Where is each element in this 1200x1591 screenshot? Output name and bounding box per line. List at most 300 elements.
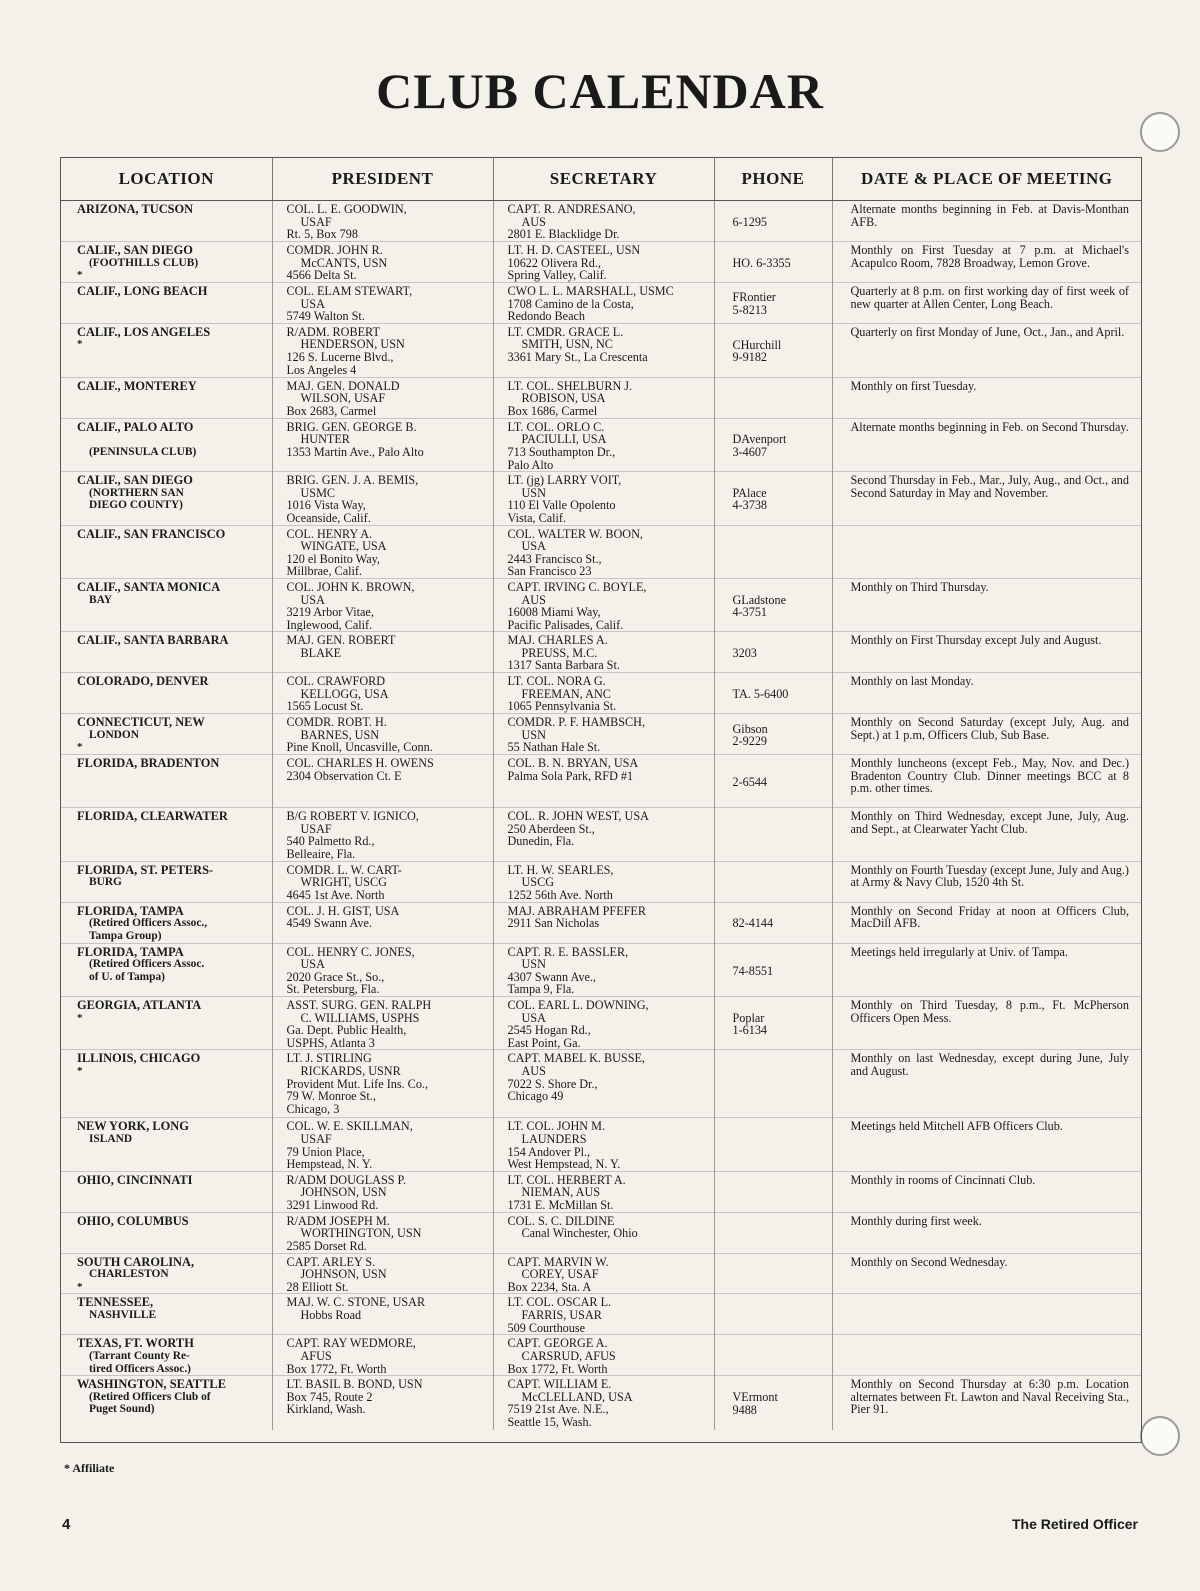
president-line: USAF xyxy=(300,1132,332,1146)
location-line: NEW YORK, LONG xyxy=(77,1119,189,1134)
phone-line: 9-9182 xyxy=(732,350,768,365)
secretary-cell xyxy=(493,242,714,283)
phone-line: PAlace xyxy=(732,485,767,500)
secretary-cell xyxy=(493,1171,714,1212)
affiliate-mark: * xyxy=(77,1280,83,1293)
meeting-cell: Monthly on First Tuesday at 7 p.m. at Michael's Acapulco Room, 7828 Broadway, Lemon Grove. xyxy=(832,242,1141,283)
table-row xyxy=(61,1376,1141,1430)
location-line: FLORIDA, TAMPA xyxy=(77,944,184,959)
meeting-cell: Monthly on Second Saturday (except July, Aug. and Sept.) at 1 p.m, Officers Club, Sub Base. xyxy=(832,714,1141,755)
table-row xyxy=(61,673,1141,714)
phone-line: 1-6134 xyxy=(732,1023,768,1038)
secretary-line: COL. S. C. DILDINE xyxy=(507,1213,615,1228)
secretary-line: Chicago 49 xyxy=(507,1089,564,1104)
page-title: CLUB CALENDAR xyxy=(376,63,824,119)
president-cell xyxy=(272,902,493,943)
president-cell xyxy=(272,1335,493,1376)
phone-cell xyxy=(714,997,832,1050)
meeting-cell xyxy=(832,1335,1141,1376)
table-row xyxy=(61,943,1141,996)
phone-cell xyxy=(714,377,832,418)
phone-cell xyxy=(714,201,832,242)
president-line: WINGATE, USA xyxy=(300,539,387,554)
location-cell xyxy=(61,1253,272,1294)
location-line: CHARLESTON xyxy=(89,1268,169,1281)
phone-cell xyxy=(714,1294,832,1335)
secretary-line: 1252 56th Ave. North xyxy=(507,887,613,902)
table-row xyxy=(61,323,1141,377)
secretary-line: 4307 Swann Ave., xyxy=(507,969,596,984)
secretary-line: AUS xyxy=(521,592,546,607)
location-cell xyxy=(61,1376,272,1430)
location-line: CALIF., LOS ANGELES xyxy=(77,324,211,339)
location-line: Tampa Group) xyxy=(89,929,162,942)
location-line: (Tarrant County Re- xyxy=(89,1349,190,1362)
column-header-president: PRESIDENT xyxy=(272,158,493,201)
table-body xyxy=(61,201,1141,1430)
location-line: LONDON xyxy=(89,728,139,741)
location-line: BURG xyxy=(89,876,122,889)
president-cell xyxy=(272,1376,493,1430)
phone-cell xyxy=(714,1171,832,1212)
secretary-line: CAPT. R. ANDRESANO, xyxy=(507,202,636,216)
table-row xyxy=(61,472,1141,525)
president-line: 126 S. Lucerne Blvd., xyxy=(286,349,394,364)
publication-name: The Retired Officer xyxy=(1011,1516,1138,1532)
location-cell xyxy=(61,472,272,525)
affiliate-mark: * xyxy=(77,1065,83,1077)
president-line: COL. J. H. GIST, USA xyxy=(286,903,400,918)
president-cell xyxy=(272,1294,493,1335)
president-line: BRIG. GEN. GEORGE B. xyxy=(286,419,417,434)
meeting-cell: Monthly luncheons (except Feb., May, Nov. and Dec.) Bradenton Country Club. Dinner meetings BCC at 8 p.m. other times. xyxy=(832,755,1141,808)
secretary-cell xyxy=(493,632,714,673)
secretary-cell xyxy=(493,755,714,808)
location-cell xyxy=(61,323,272,377)
president-cell xyxy=(272,1118,493,1171)
secretary-line: LT. H. D. CASTEEL, USN xyxy=(507,243,641,257)
secretary-line: LT. COL. NORA G. xyxy=(507,674,606,689)
president-line: Ga. Dept. Public Health, xyxy=(286,1023,407,1038)
location-cell xyxy=(61,1212,272,1253)
phone-line: 5-8213 xyxy=(732,302,768,317)
president-line: McCANTS, USN xyxy=(300,255,388,270)
secretary-cell xyxy=(493,201,714,242)
location-line: CALIF., MONTEREY xyxy=(77,378,197,393)
meeting-cell: Meetings held irregularly at Univ. of Tampa. xyxy=(832,943,1141,996)
secretary-line: LT. H. W. SEARLES, xyxy=(507,862,614,877)
president-line: CAPT. RAY WEDMORE, xyxy=(286,1336,416,1351)
secretary-line: CAPT. MARVIN W. xyxy=(507,1254,609,1269)
secretary-line: 2911 San Nicholas xyxy=(507,916,600,931)
president-line: 79 Union Place, xyxy=(286,1144,365,1159)
table-row xyxy=(61,377,1141,418)
meeting-cell: Monthly on first Tuesday. xyxy=(832,377,1141,418)
secretary-cell xyxy=(493,525,714,578)
phone-line: 3203 xyxy=(732,645,757,660)
phone-cell xyxy=(714,673,832,714)
meeting-cell: Monthly during first week. xyxy=(832,1212,1141,1253)
phone-line: Poplar xyxy=(732,1010,765,1025)
table-row xyxy=(61,1294,1141,1335)
president-line: USMC xyxy=(300,485,336,500)
secretary-line: NIEMAN, AUS xyxy=(521,1185,601,1200)
secretary-line: West Hempstead, N. Y. xyxy=(507,1157,621,1172)
meeting-cell: Meetings held Mitchell AFB Officers Club. xyxy=(832,1118,1141,1171)
president-line: CAPT. ARLEY S. xyxy=(286,1254,376,1269)
secretary-line: LT. COL. SHELBURN J. xyxy=(507,378,633,393)
secretary-cell xyxy=(493,472,714,525)
secretary-line: SMITH, USN, NC xyxy=(521,337,613,352)
table-row xyxy=(61,997,1141,1050)
phone-cell xyxy=(714,902,832,943)
president-cell xyxy=(272,1171,493,1212)
secretary-line: CAPT. IRVING C. BOYLE, xyxy=(507,579,647,594)
secretary-line: USA xyxy=(521,539,546,554)
president-cell xyxy=(272,578,493,631)
location-line: CALIF., SANTA BARBARA xyxy=(77,633,229,648)
meeting-cell: Alternate months beginning in Feb. at Davis-Monthan AFB. xyxy=(832,201,1141,242)
phone-cell xyxy=(714,632,832,673)
phone-line: GLadstone xyxy=(732,592,786,607)
secretary-cell xyxy=(493,418,714,471)
secretary-line: Box 1772, Ft. Worth xyxy=(507,1361,608,1376)
secretary-line: COMDR. P. F. HAMBSCH, xyxy=(507,715,646,730)
secretary-line: Pacific Palisades, Calif. xyxy=(507,617,624,632)
meeting-cell: Monthly on Second Friday at noon at Officers Club, MacDill AFB. xyxy=(832,902,1141,943)
meeting-cell: Monthly on last Monday. xyxy=(832,673,1141,714)
table-row xyxy=(61,632,1141,673)
president-cell xyxy=(272,418,493,471)
secretary-line: Canal Winchester, Ohio xyxy=(521,1226,638,1241)
phone-cell xyxy=(714,1118,832,1171)
secretary-cell xyxy=(493,1118,714,1171)
location-cell xyxy=(61,861,272,902)
president-cell xyxy=(272,632,493,673)
meeting-cell: Monthly in rooms of Cincinnati Club. xyxy=(832,1171,1141,1212)
president-line: Pine Knoll, Uncasville, Conn. xyxy=(286,740,433,755)
location-line xyxy=(77,433,267,446)
phone-line: 2-6544 xyxy=(732,774,768,789)
secretary-line: ROBISON, USA xyxy=(521,391,606,406)
secretary-line: Redondo Beach xyxy=(507,309,586,324)
president-line: LT. BASIL B. BOND, USN xyxy=(286,1377,423,1392)
secretary-cell xyxy=(493,673,714,714)
president-cell xyxy=(272,755,493,808)
president-cell xyxy=(272,808,493,861)
president-line: HUNTER xyxy=(300,432,350,447)
secretary-cell xyxy=(493,808,714,861)
footnote-affiliate: * Affiliate xyxy=(64,1461,115,1475)
president-line: USAF xyxy=(300,821,332,836)
phone-cell xyxy=(714,943,832,996)
phone-cell xyxy=(714,418,832,471)
location-cell xyxy=(61,242,272,283)
secretary-line: LAUNDERS xyxy=(521,1132,587,1146)
phone-cell xyxy=(714,525,832,578)
phone-line: 4-3738 xyxy=(732,498,768,513)
location-cell xyxy=(61,902,272,943)
president-line: 79 W. Monroe St., xyxy=(286,1089,376,1104)
president-line: USA xyxy=(300,957,325,972)
meeting-cell: Monthly on Second Thursday at 6:30 p.m. Location alternates between Ft. Lawton and Naval Receiving Sta., Pier 91. xyxy=(832,1376,1141,1430)
secretary-line: USCG xyxy=(521,875,555,890)
president-line: Inglewood, Calif. xyxy=(286,617,373,632)
meeting-cell: Monthly on last Wednesday, except during June, July and August. xyxy=(832,1050,1141,1118)
location-line: WASHINGTON, SEATTLE xyxy=(77,1377,226,1392)
president-line: WRIGHT, USCG xyxy=(300,875,387,890)
president-line: R/ADM DOUGLASS P. xyxy=(286,1172,407,1187)
president-line: USA xyxy=(300,296,325,311)
secretary-line: COL. B. N. BRYAN, USA xyxy=(507,756,639,771)
president-line: St. Petersburg, Fla. xyxy=(286,982,380,997)
column-header-phone: PHONE xyxy=(714,158,832,201)
president-line: B/G ROBERT V. IGNICO, xyxy=(286,809,419,824)
secretary-cell xyxy=(493,1212,714,1253)
location-cell xyxy=(61,418,272,471)
phone-cell xyxy=(714,1050,832,1118)
secretary-line: FARRIS, USAR xyxy=(521,1307,602,1322)
phone-line: TA. 5-6400 xyxy=(732,686,789,701)
location-cell xyxy=(61,1294,272,1335)
secretary-line: CAPT. GEORGE A. xyxy=(507,1336,608,1351)
meeting-cell: Alternate months beginning in Feb. on Second Thursday. xyxy=(832,418,1141,471)
phone-cell xyxy=(714,323,832,377)
location-line: SOUTH CAROLINA, xyxy=(77,1254,195,1269)
location-cell xyxy=(61,578,272,631)
president-line: Belleaire, Fla. xyxy=(286,847,356,862)
president-line: WILSON, USAF xyxy=(300,391,386,406)
president-line: R/ADM. ROBERT xyxy=(286,324,380,339)
location-cell xyxy=(61,201,272,242)
president-line: 28 Elliott St. xyxy=(286,1279,349,1294)
secretary-line: MAJ. CHARLES A. xyxy=(507,633,608,648)
president-line: COL. HENRY A. xyxy=(286,526,373,541)
president-cell xyxy=(272,943,493,996)
phone-line: Gibson xyxy=(732,721,768,736)
phone-line: 3-4607 xyxy=(732,444,768,459)
location-line: TENNESSEE, xyxy=(77,1295,154,1310)
president-line: BARNES, USN xyxy=(300,727,380,742)
location-line: CALIF., PALO ALTO xyxy=(77,419,194,434)
secretary-line: AUS xyxy=(521,214,546,229)
secretary-line: USA xyxy=(521,1010,546,1025)
table-row xyxy=(61,1253,1141,1294)
secretary-cell xyxy=(493,1335,714,1376)
table-row xyxy=(61,242,1141,283)
president-cell xyxy=(272,861,493,902)
president-line: Chicago, 3 xyxy=(286,1101,340,1116)
location-cell xyxy=(61,283,272,324)
location-line: CALIF., SAN FRANCISCO xyxy=(77,526,226,541)
affiliate-mark: * xyxy=(77,1011,83,1024)
table-row xyxy=(61,1212,1141,1253)
secretary-cell xyxy=(493,1253,714,1294)
location-cell xyxy=(61,808,272,861)
secretary-line: East Point, Ga. xyxy=(507,1035,581,1050)
location-line: COLORADO, DENVER xyxy=(77,674,209,689)
president-line: 5749 Walton St. xyxy=(286,309,365,324)
location-line: ISLAND xyxy=(89,1133,133,1145)
location-line: FLORIDA, CLEARWATER xyxy=(77,809,228,824)
president-cell xyxy=(272,201,493,242)
secretary-cell xyxy=(493,578,714,631)
location-line: CALIF., SAN DIEGO xyxy=(77,473,193,488)
president-line: WORTHINGTON, USN xyxy=(300,1226,422,1241)
secretary-line: CAPT. MABEL K. BUSSE, xyxy=(507,1051,645,1066)
location-cell xyxy=(61,1171,272,1212)
president-line: LT. J. STIRLING xyxy=(286,1051,372,1066)
secretary-line: 16008 Miami Way, xyxy=(507,605,601,620)
secretary-cell xyxy=(493,1294,714,1335)
secretary-line: COL. WALTER W. BOON, xyxy=(507,526,643,541)
phone-line: 74-8551 xyxy=(732,963,774,978)
secretary-line: LT. COL. ORLO C. xyxy=(507,419,605,434)
phone-cell xyxy=(714,861,832,902)
table-row xyxy=(61,861,1141,902)
president-line: MAJ. W. C. STONE, USAR xyxy=(286,1295,426,1310)
president-line: JOHNSON, USN xyxy=(300,1267,387,1282)
secretary-line: 1065 Pennsylvania St. xyxy=(507,699,617,714)
president-line: BRIG. GEN. J. A. BEMIS, xyxy=(286,473,419,488)
secretary-line: USN xyxy=(521,485,546,500)
secretary-line: 110 El Valle Opolento xyxy=(507,498,616,513)
president-line: HENDERSON, USN xyxy=(300,337,405,352)
location-line: ILLINOIS, CHICAGO xyxy=(77,1051,201,1066)
secretary-line: AUS xyxy=(521,1064,546,1078)
affiliate-mark: * xyxy=(77,338,83,351)
table-row xyxy=(61,714,1141,755)
president-cell xyxy=(272,283,493,324)
secretary-line: 1731 E. McMillan St. xyxy=(507,1197,614,1212)
location-line: BAY xyxy=(89,593,113,606)
president-line: 1565 Locust St. xyxy=(286,699,364,714)
phone-cell xyxy=(714,1376,832,1430)
president-line: COMDR. ROBT. H. xyxy=(286,715,387,730)
meeting-cell: Monthly on First Thursday except July and August. xyxy=(832,632,1141,673)
president-line: 4566 Delta St. xyxy=(286,268,357,283)
president-line: Oceanside, Calif. xyxy=(286,510,371,525)
location-line: ARIZONA, TUCSON xyxy=(77,202,194,216)
location-line: Puget Sound) xyxy=(89,1403,155,1416)
phone-line: 82-4144 xyxy=(732,916,774,931)
secretary-line: Palo Alto xyxy=(507,457,554,472)
meeting-cell: Monthly on Third Thursday. xyxy=(832,578,1141,631)
table-row xyxy=(61,578,1141,631)
location-line: CALIF., LONG BEACH xyxy=(77,284,208,298)
secretary-line: USN xyxy=(521,727,546,742)
phone-cell xyxy=(714,755,832,808)
president-line: R/ADM JOSEPH M. xyxy=(286,1213,390,1228)
secretary-line: 2801 E. Blacklidge Dr. xyxy=(507,227,620,242)
secretary-line: CAPT. R. E. BASSLER, xyxy=(507,944,629,959)
president-line: 1016 Vista Way, xyxy=(286,498,366,513)
secretary-line: 10622 Olivera Rd., xyxy=(507,255,601,270)
secretary-line: 55 Nathan Hale St. xyxy=(507,740,601,755)
table-row xyxy=(61,418,1141,471)
column-header-location: LOCATION xyxy=(61,158,272,201)
president-line: 3291 Linwood Rd. xyxy=(286,1197,379,1212)
president-line: 1353 Martin Ave., Palo Alto xyxy=(286,444,424,459)
president-line: 2304 Observation Ct. E xyxy=(286,768,402,783)
column-header-meeting: DATE & PLACE OF MEETING xyxy=(832,158,1141,201)
secretary-line: FREEMAN, ANC xyxy=(521,686,611,701)
president-line: Rt. 5, Box 798 xyxy=(286,227,358,242)
secretary-line: LT. COL. JOHN M. xyxy=(507,1119,606,1134)
president-cell xyxy=(272,714,493,755)
meeting-cell: Quarterly at 8 p.m. on first working day of first week of new quarter at Allen Center, Long Beach. xyxy=(832,283,1141,324)
president-line: 4645 1st Ave. North xyxy=(286,887,385,902)
affiliate-mark: * xyxy=(77,269,83,282)
president-cell xyxy=(272,377,493,418)
president-line: Box 1772, Ft. Worth xyxy=(286,1361,387,1376)
secretary-line: CAPT. WILLIAM E. xyxy=(507,1377,612,1392)
club-calendar-table-frame xyxy=(60,157,1142,1443)
secretary-line: 2443 Francisco St., xyxy=(507,551,602,566)
secretary-line: Palma Sola Park, RFD #1 xyxy=(507,768,634,783)
location-line: (FOOTHILLS CLUB) xyxy=(89,256,199,269)
secretary-line: PREUSS, M.C. xyxy=(521,645,598,660)
secretary-line: 3361 Mary St., La Crescenta xyxy=(507,349,648,364)
secretary-line: COL. EARL L. DOWNING, xyxy=(507,998,649,1013)
president-line: MAJ. GEN. DONALD xyxy=(286,378,400,393)
president-line: AFUS xyxy=(300,1348,332,1363)
secretary-line: PACIULLI, USA xyxy=(521,432,607,447)
secretary-cell xyxy=(493,377,714,418)
column-header-secretary: SECRETARY xyxy=(493,158,714,201)
president-cell xyxy=(272,1253,493,1294)
president-line: Provident Mut. Life Ins. Co., xyxy=(286,1076,429,1091)
location-cell xyxy=(61,377,272,418)
president-line: COMDR. JOHN R. xyxy=(286,243,383,257)
secretary-line: LT. (jg) LARRY VOIT, xyxy=(507,473,622,488)
secretary-cell xyxy=(493,323,714,377)
location-line: FLORIDA, ST. PETERS- xyxy=(77,862,214,877)
president-line: RICKARDS, USNR xyxy=(300,1064,401,1078)
president-line: COL. L. E. GOODWIN, xyxy=(286,202,407,216)
table-row xyxy=(61,1118,1141,1171)
phone-cell xyxy=(714,1212,832,1253)
location-line: OHIO, COLUMBUS xyxy=(77,1213,189,1228)
phone-cell xyxy=(714,283,832,324)
secretary-line: MAJ. ABRAHAM PFEFER xyxy=(507,903,647,918)
president-line: 2020 Grace St., So., xyxy=(286,969,385,984)
location-line: CALIF., SAN DIEGO xyxy=(77,243,193,257)
table-row xyxy=(61,808,1141,861)
president-line: COL. HENRY C. JONES, xyxy=(286,944,415,959)
secretary-cell xyxy=(493,997,714,1050)
secretary-line: San Francisco 23 xyxy=(507,564,592,579)
secretary-line: 7022 S. Shore Dr., xyxy=(507,1076,598,1091)
president-line: USA xyxy=(300,592,325,607)
secretary-line: Box 1686, Carmel xyxy=(507,403,598,418)
president-line: COMDR. L. W. CART- xyxy=(286,862,402,877)
table-row xyxy=(61,1335,1141,1376)
secretary-cell xyxy=(493,902,714,943)
president-line: Box 2683, Carmel xyxy=(286,403,377,418)
president-cell xyxy=(272,525,493,578)
president-line: BLAKE xyxy=(300,645,342,660)
president-cell xyxy=(272,1212,493,1253)
secretary-cell xyxy=(493,1050,714,1118)
president-line: COL. CHARLES H. OWENS xyxy=(286,756,434,771)
president-line: USPHS, Atlanta 3 xyxy=(286,1035,375,1050)
location-cell xyxy=(61,1335,272,1376)
secretary-line: LT. COL. HERBERT A. xyxy=(507,1172,626,1187)
affiliate-mark: * xyxy=(77,741,83,754)
president-line: Box 745, Route 2 xyxy=(286,1389,373,1404)
location-cell xyxy=(61,525,272,578)
